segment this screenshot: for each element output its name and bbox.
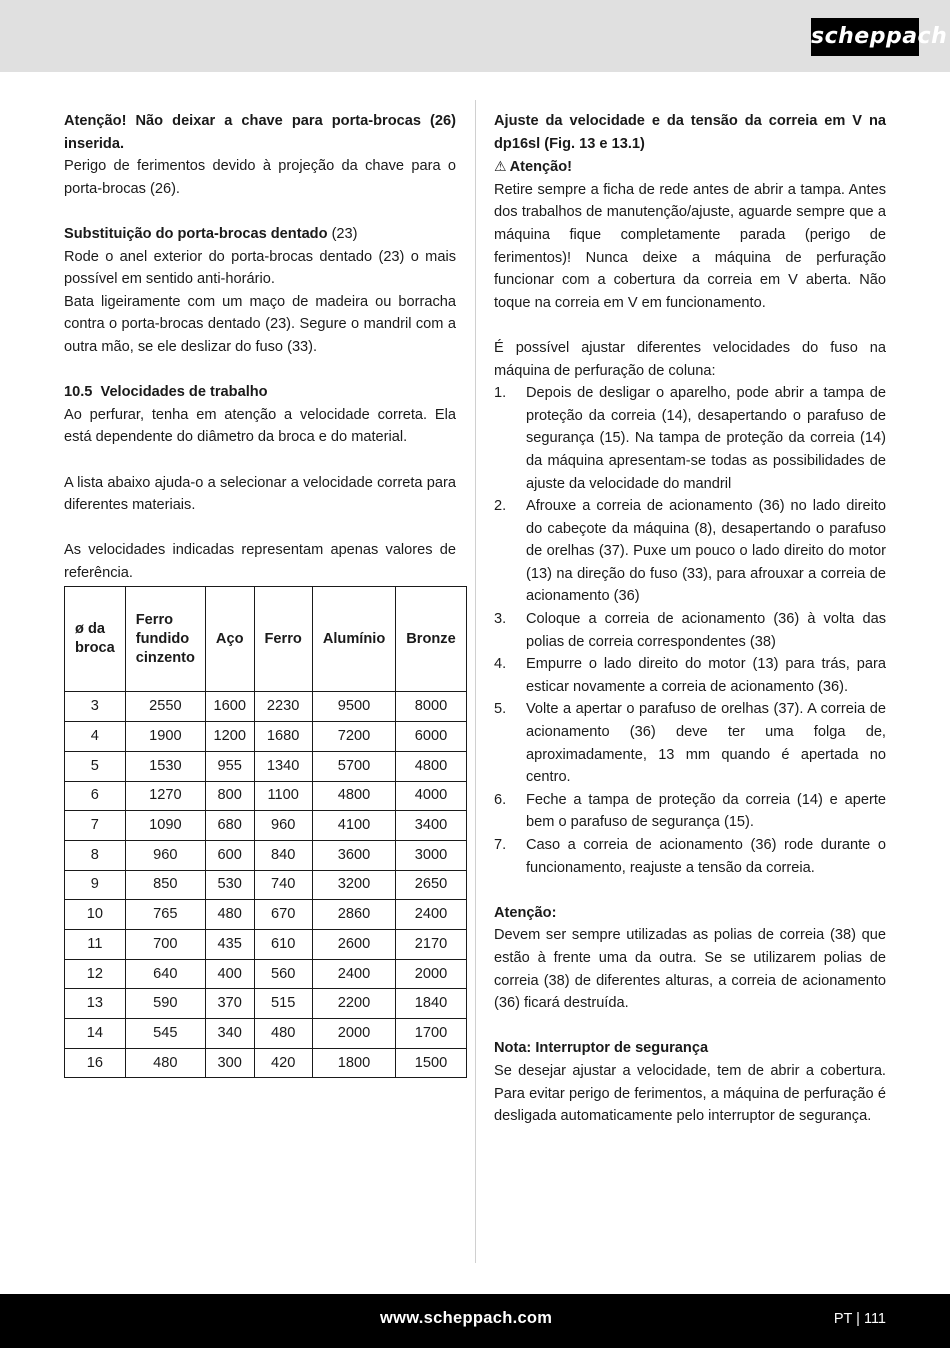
table-cell: 3600 [312,840,395,870]
chuck-title: Substituição do porta-brocas dentado (23) [64,225,358,242]
list-item [494,382,886,495]
table-row [65,692,467,722]
table-cell: 4100 [312,811,395,841]
table-cell: 960 [254,811,312,841]
table-cell: 340 [205,1019,254,1049]
table-cell: 3200 [312,870,395,900]
belt-warning: Retire sempre a ficha de rede antes de abrir a tampa. Antes dos trabalhos de manutenção/ajuste, aguarde sempre que a máquina fique completamente parada (perigo de ferimentos)! Nunca deixe a máquina de perfuração funcionar com a cobertura da correia em V aberta. Não toque na correia em V em funcionamento. [494,181,886,311]
table-cell: 3000 [396,840,466,870]
list-item [494,789,886,834]
table-cell: 800 [205,781,254,811]
list-item [494,608,886,653]
table-cell: 530 [205,870,254,900]
list-item [494,698,886,788]
table-row [65,870,467,900]
step-text: Caso a correia de acionamento (36) rode durante o funcionamento, reajuste a tensão da correia. [526,837,886,876]
table-cell: 2400 [396,900,466,930]
speeds-paragraph-2: A lista abaixo ajuda-o a selecionar a velocidade correta para diferentes materiais. [64,474,456,514]
table-cell: 955 [205,751,254,781]
table-row [65,811,467,841]
column-divider [475,100,476,1263]
table-row [65,959,467,989]
step-number: 3. [494,611,507,628]
table-cell: 2550 [125,692,205,722]
table-cell: 700 [125,929,205,959]
table-cell: 16 [65,1048,126,1078]
table-cell: 8 [65,840,126,870]
step-number: 6. [494,791,507,808]
table-cell: 4 [65,722,126,752]
table-row [65,900,467,930]
note-title: Nota: Interruptor de segurança [494,1040,709,1057]
table-cell: 5 [65,751,126,781]
header-drill-diameter: ø da broca [65,587,126,692]
step-number: 5. [494,701,507,718]
speeds-paragraph-3: As velocidades indicadas representam apenas valores de referência. [64,542,456,581]
table-cell: 8000 [396,692,466,722]
table-cell: 480 [205,900,254,930]
table-cell: 5700 [312,751,395,781]
step-number: 1. [494,385,507,402]
table-cell: 1500 [396,1048,466,1078]
table-cell: 7 [65,811,126,841]
table-row [65,751,467,781]
table-cell: 10 [65,900,126,930]
list-item [494,653,886,698]
table-cell: 2400 [312,959,395,989]
step-number: 7. [494,837,507,853]
table-cell: 515 [254,989,312,1019]
table-cell: 2200 [312,989,395,1019]
belt-title: Ajuste da velocidade e da tensão da correia em V na dp16sl (Fig. 13 e 13.1) [494,113,886,152]
table-cell: 850 [125,870,205,900]
table-cell: 11 [65,929,126,959]
table-cell: 765 [125,900,205,930]
list-item [494,834,886,879]
table-row [65,989,467,1019]
table-cell: 1600 [205,692,254,722]
table-cell: 2650 [396,870,466,900]
speed-table [64,586,467,1078]
table-cell: 4000 [396,781,466,811]
table-cell: 6 [65,781,126,811]
warning-text: Perigo de ferimentos devido à projeção da chave para o porta-brocas (26). [64,158,456,197]
step-text: Empurre o lado direito do motor (13) para trás, para esticar novamente a correia de acionamento (36). [526,656,886,695]
table-cell: 2600 [312,929,395,959]
warning-triangle-icon: ⚠ [494,158,507,175]
warning-bold: Atenção! Não deixar a chave para porta-brocas (26) inserida. [64,113,456,152]
table-cell: 670 [254,900,312,930]
list-item [494,495,886,608]
table-cell: 3400 [396,811,466,841]
table-row [65,840,467,870]
table-cell: 1100 [254,781,312,811]
table-cell: 435 [205,929,254,959]
table-cell: 2170 [396,929,466,959]
header-bronze: Bronze [396,587,466,692]
table-cell: 1700 [396,1019,466,1049]
table-row [65,722,467,752]
table-cell: 7200 [312,722,395,752]
table-cell: 600 [205,840,254,870]
table-row [65,1019,467,1049]
table-cell: 1530 [125,751,205,781]
table-cell: 4800 [312,781,395,811]
attention-heading: ⚠ Atenção! [494,155,886,179]
table-row [65,929,467,959]
table-cell: 640 [125,959,205,989]
chuck-paragraph-1: Rode o anel exterior do porta-brocas dentado (23) o mais possível em sentido anti-horário. [64,248,456,288]
table-cell: 1090 [125,811,205,841]
note-text: Se desejar ajustar a velocidade, tem de abrir a cobertura. Para evitar perigo de ferimentos, a máquina de perfuração é desligada automaticamente pelo interruptor de segurança. [494,1062,886,1125]
table-cell: 680 [205,811,254,841]
table-cell: 480 [125,1048,205,1078]
table-cell: 14 [65,1019,126,1049]
step-text: Depois de desligar o aparelho, pode abrir a tampa de proteção da correia (14), desapertando o parafuso de segurança (15). Na tampa de proteção da correia (14) da máquina apresentam-se todas as possibilidades de ajuste da velocidade do mandril [526,385,886,492]
table-cell: 6000 [396,722,466,752]
step-number: 4. [494,656,507,673]
table-cell: 1200 [205,722,254,752]
table-cell: 1680 [254,722,312,752]
table-cell: 9 [65,870,126,900]
right-column [494,110,886,1128]
header-aluminium: Alumínio [312,587,395,692]
table-cell: 480 [254,1019,312,1049]
table-cell: 2230 [254,692,312,722]
table-cell: 2860 [312,900,395,930]
footer-url-link[interactable]: www.scheppach.com [380,1309,553,1327]
table-cell: 4800 [396,751,466,781]
table-cell: 370 [205,989,254,1019]
table-cell: 3 [65,692,126,722]
speeds-heading: 10.5 Velocidades de trabalho [64,384,268,401]
attention2-text: Devem ser sempre utilizadas as polias de correia (38) que estão à frente uma da outra. Se se utilizarem polias de correia (38) de diferentes alturas, a correia de acionamento (36) ficará destruída. [494,927,886,1012]
table-cell: 560 [254,959,312,989]
table-cell: 13 [65,989,126,1019]
table-cell: 300 [205,1048,254,1078]
table-cell: 610 [254,929,312,959]
table-cell: 9500 [312,692,395,722]
table-cell: 2000 [396,959,466,989]
table-cell: 840 [254,840,312,870]
table-row [65,1048,467,1078]
step-text: Coloque a correia de acionamento (36) à volta das polias de correia correspondentes (38) [526,611,886,650]
step-number: 2. [494,498,507,515]
table-cell: 545 [125,1019,205,1049]
step-text: Afrouxe a correia de acionamento (36) no lado direito do cabeçote da máquina (8), desapertando o parafuso de orelhas (37). Puxe um pouco o lado direito do motor (13) na direção do fuso (33), para afrouxar a correia de acionamento (36) [526,498,886,605]
table-cell: 12 [65,959,126,989]
table-cell: 1340 [254,751,312,781]
header-cast-iron: Ferro fundido cinzento [125,587,205,692]
header-steel: Aço [205,587,254,692]
table-cell: 1840 [396,989,466,1019]
chuck-paragraph-2: Bata ligeiramente com um maço de madeira ou borracha contra o porta-brocas dentado (23). Segure o mandril com a outra mão, se ele deslizar do fuso (33). [64,293,456,355]
speeds-paragraph-1: Ao perfurar, tenha em atenção a velocidade correta. Ela está dependente do diâmetro da broca e do material. [64,406,456,446]
table-row [65,781,467,811]
table-cell: 960 [125,840,205,870]
attention2-heading: Atenção: [494,904,557,921]
belt-intro: É possível ajustar diferentes velocidades do fuso na máquina de perfuração de coluna: [494,339,886,379]
page-header [0,0,950,72]
table-cell: 420 [254,1048,312,1078]
page-number: PT | 111 [833,1311,886,1327]
table-cell: 590 [125,989,205,1019]
belt-steps-list [494,382,886,879]
step-text: Volte a apertar o parafuso de orelhas (37). A correia de acionamento (36) deve ter uma folga de, aproximadamente, 13 mm quando é apertada no centro. [526,701,886,786]
table-cell: 1270 [125,781,205,811]
header-iron: Ferro [254,587,312,692]
table-cell: 740 [254,870,312,900]
left-column [64,110,456,1078]
scheppach-logo: scheppach [811,18,919,56]
speed-table-header-row [65,587,467,692]
table-cell: 2000 [312,1019,395,1049]
table-cell: 400 [205,959,254,989]
table-cell: 1900 [125,722,205,752]
table-cell: 1800 [312,1048,395,1078]
step-text: Feche a tampa de proteção da correia (14) e aperte bem o parafuso de segurança (15). [526,791,886,831]
